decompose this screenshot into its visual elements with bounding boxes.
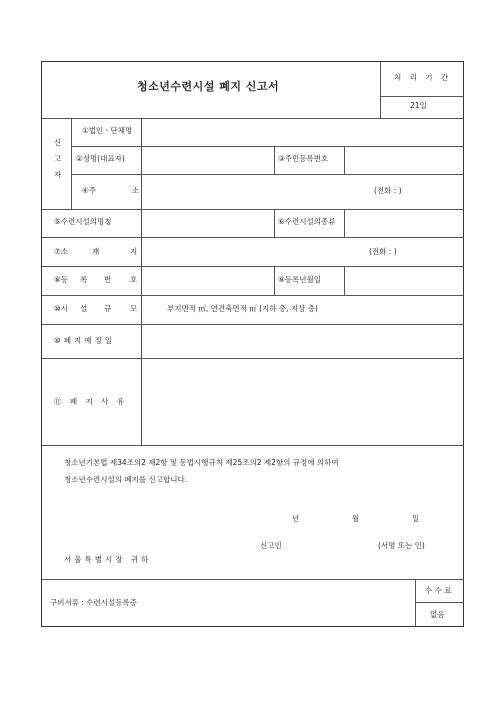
facility-scale-label-b: 설 xyxy=(80,304,88,313)
registration-number-label-c: 번 xyxy=(104,275,112,284)
row-line xyxy=(42,445,464,446)
registration-date-label: ⑨등록년월일 xyxy=(278,275,321,284)
applicant-side-divider xyxy=(71,118,72,209)
representative-name-label: ②성명(대표자) xyxy=(76,154,125,163)
corp-name-label: ①법인ㆍ단체명 xyxy=(82,126,133,135)
signature-note: (서명 또는 인) xyxy=(378,541,425,550)
date-month: 월 xyxy=(352,514,360,523)
fee-label: 수 수 료 xyxy=(425,586,452,595)
resident-number-label: ③주민등록번호 xyxy=(278,154,329,163)
address-field[interactable] xyxy=(142,175,372,209)
location-label-a: ⑦소 xyxy=(54,247,68,256)
address-label-b: 소 xyxy=(132,186,140,195)
processing-period-value: 21일 xyxy=(410,101,427,110)
representative-name-field[interactable] xyxy=(142,147,274,174)
location-label-c: 지 xyxy=(130,247,138,256)
facility-type-label: ⑥수련시설의종류 xyxy=(278,217,336,226)
facility-name-label: ⑤수련시설의명칭 xyxy=(54,217,112,226)
address-phone: (전화 : ) xyxy=(374,186,402,195)
processing-divider xyxy=(380,62,381,118)
location-phone: (전화 : ) xyxy=(369,247,397,256)
registration-number-label-a: ⑧등 xyxy=(54,275,68,284)
registration-date-field[interactable] xyxy=(345,267,464,295)
facility-type-field[interactable] xyxy=(345,210,464,237)
closure-date-label: ⑩폐지예정일 xyxy=(54,336,115,345)
col-divider xyxy=(274,209,275,237)
declaration-line-1: 청소년기본법 제34조의2 제2항 및 동법시행규칙 제25조의2 제2항의 규정에 의하여 xyxy=(64,458,339,467)
fee-mid-line xyxy=(415,602,464,603)
row-line xyxy=(42,579,464,580)
registration-number-label-d: 호 xyxy=(130,275,138,284)
date-year: 년 xyxy=(292,514,300,523)
facility-scale-label-c: 규 xyxy=(104,304,112,313)
closure-reason-label: ⑪ 폐 지 사 유 xyxy=(54,397,128,406)
closure-reason-field[interactable] xyxy=(142,359,464,445)
location-label-b: 재 xyxy=(92,247,100,256)
facility-scale-label-a: ⑩시 xyxy=(54,304,68,313)
col-divider xyxy=(274,146,275,174)
registration-number-field[interactable] xyxy=(142,267,274,295)
fee-divider xyxy=(415,579,416,627)
applicant-side-label-2: 고 xyxy=(54,154,62,163)
location-field[interactable] xyxy=(142,238,367,266)
corp-name-field[interactable] xyxy=(142,119,464,146)
declaration-line-2: 청소년수련시설의 폐지를 신고합니다. xyxy=(64,475,188,484)
facility-scale-value[interactable]: 부지면적 ㎡, 연건축면적 ㎡ (지하 층, 지상 층) xyxy=(167,304,318,313)
fee-value: 없음 xyxy=(430,610,445,619)
addressee: 서울특별시장 귀하 xyxy=(64,555,152,564)
processing-period-label: 처 리 기 간 xyxy=(394,73,452,82)
resident-number-field[interactable] xyxy=(345,147,464,174)
date-day: 일 xyxy=(412,514,420,523)
processing-mid-line xyxy=(380,96,464,97)
closure-date-field[interactable] xyxy=(142,325,464,358)
row-line xyxy=(42,295,464,296)
address-label-a: ④주 xyxy=(82,186,96,195)
applicant-side-label-3: 자 xyxy=(54,170,62,179)
form-title: 청소년수련시설 폐지 신고서 xyxy=(137,80,280,93)
signer-field[interactable] xyxy=(292,538,372,552)
facility-name-field[interactable] xyxy=(142,210,274,237)
facility-scale-label-d: 모 xyxy=(130,304,138,313)
required-documents: 구비서류 : 수련시설등록증 xyxy=(50,598,137,607)
applicant-side-label-1: 신 xyxy=(54,138,62,147)
registration-number-label-b: 록 xyxy=(80,275,88,284)
closure-report-form xyxy=(41,61,464,627)
signer-label: 신고인 xyxy=(260,541,282,550)
col-divider xyxy=(274,266,275,295)
